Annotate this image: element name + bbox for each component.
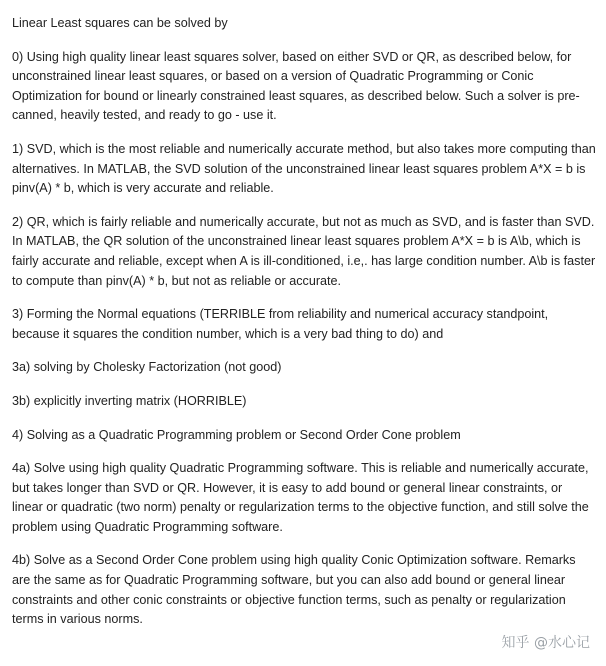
paragraph-3b-inverting: 3b) explicitly inverting matrix (HORRIBLE)	[12, 393, 247, 408]
intro-paragraph: Linear Least squares can be solved by	[12, 16, 228, 30]
paragraph-3-normal-equations: 3) Forming the Normal equations (TERRIBLE from reliability and numerical accuracy standpoint, because it squares the condition number, which is a very bad thing to do) and	[12, 307, 549, 341]
paragraph-4b-socp: 4b) Solve as a Second Order Cone problem using high quality Conic Optimization software. Remarks are the same as for Quadratic Programming software, but you can also add bound or general linear constraints and other conic constraints or objective function terms, such as penalty or regularization terms in various norms.	[12, 553, 576, 627]
document-body	[12, 14, 596, 644]
paragraph-3a-cholesky: 3a) solving by Cholesky Factorization (not good)	[12, 360, 282, 375]
paragraph-4-qp-socp: 4) Solving as a Quadratic Programming problem or Second Order Cone problem	[12, 427, 461, 442]
paragraph-1-svd: 1) SVD, which is the most reliable and numerically accurate method, but also takes more computing than alternatives. In MATLAB, the SVD solution of the unconstrained linear least squares problem A*X = b is pinv(A) * b, which is very accurate and reliable.	[12, 141, 596, 196]
zhihu-watermark: 知乎 @水心记	[500, 632, 592, 652]
paragraph-0-solver: 0) Using high quality linear least squares solver, based on either SVD or QR, as described below, for unconstrained linear least squares, or based on a version of Quadratic Programming or Conic Optimization for bound or linearly constrained least squares, as described below. Such a solver is pre-canned, heavily tested, and ready to go - use it.	[12, 49, 580, 123]
paragraph-4a-qp: 4a) Solve using high quality Quadratic Programming software. This is reliable and numerically accurate, but takes longer than SVD or QR. However, it is easy to add bound or general linear constraints, or linear or quadratic (two norm) penalty or regularization terms to the objective function, and still solve the problem using Quadratic Programming software.	[12, 461, 589, 534]
paragraph-2-qr: 2) QR, which is fairly reliable and numerically accurate, but not as much as SVD, and is faster than SVD. In MATLAB, the QR solution of the unconstrained linear least squares problem A*X = b is A\b, which is fairly accurate and reliable, except when A is ill-conditioned, i.e,. has large condition number. A\b is faster to compute than pinv(A) * b, but not as reliable or accurate.	[12, 214, 596, 288]
